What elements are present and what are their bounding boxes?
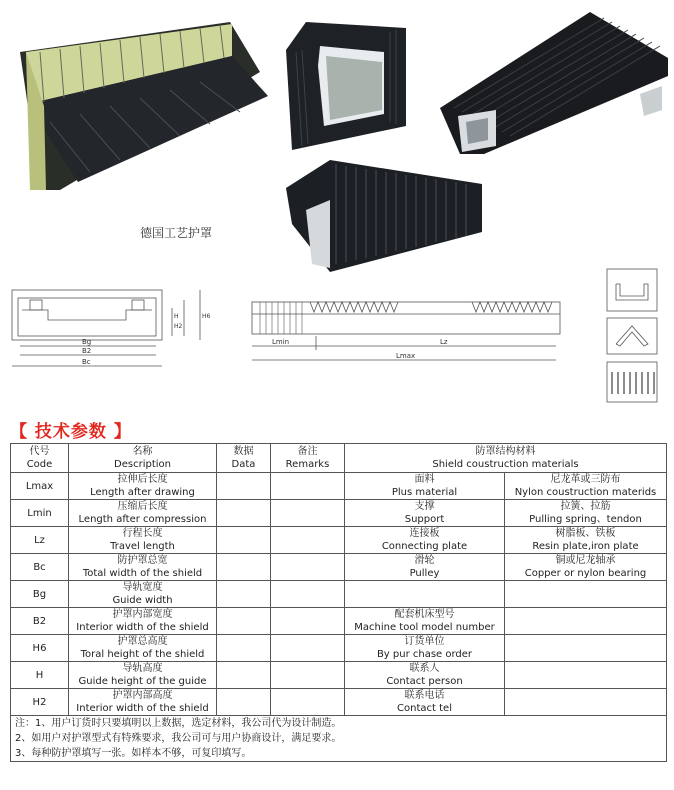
header-remarks: 备注 Remarks <box>271 444 345 473</box>
table-row: Bg 导轨宽度 Guide width <box>11 581 667 608</box>
header-data: 数据 Data <box>217 444 271 473</box>
remarks-cell[interactable] <box>271 689 345 716</box>
table-row: Bc 防护罩总宽 Total width of the shield 滑轮 Pulley 铜或尼龙轴承 Copper or nylon bearing <box>11 554 667 581</box>
input-cell[interactable] <box>505 662 667 689</box>
photo-long-bellows-green-frame <box>20 22 272 190</box>
remarks-cell[interactable] <box>271 527 345 554</box>
label-lmin: Lmin <box>272 338 290 346</box>
header-description: 名称 Description <box>69 444 217 473</box>
notes-row <box>11 716 667 762</box>
remarks-cell[interactable] <box>271 635 345 662</box>
photo-square-bellows <box>286 22 406 150</box>
photo-caption: 德国工艺护罩 <box>140 226 213 240</box>
photo-long-black-bellows <box>440 12 668 154</box>
note-1: 注：1、用户订货时只要填明以上数据，选定材料，我公司代为设计制造。 <box>15 718 342 729</box>
label-h6: H6 <box>202 313 211 320</box>
table-row: Lmax 拉伸后长度 Length after drawing 面料 Plus material 尼龙革或三防布 Nylon coustruction materids <box>11 473 667 500</box>
label-h: H <box>174 313 179 320</box>
label-lmax: Lmax <box>396 352 416 360</box>
table-row: B2 护罩内部宽度 Interior width of the shield 配套机床型号 Machine tool model number <box>11 608 667 635</box>
data-cell[interactable] <box>217 581 271 608</box>
note-2: 2、如用户对护罩型式有特殊要求，我公司可与用户协商设计，满足要求。 <box>15 733 342 744</box>
label-bg: Bg <box>82 338 92 346</box>
remarks-cell[interactable] <box>271 473 345 500</box>
label-h2: H2 <box>174 323 183 330</box>
table-row: H 导轨高度 Guide height of the guide 联系人 Contact person <box>11 662 667 689</box>
header-code: 代号 Code <box>11 444 69 473</box>
length-profile-drawing <box>250 292 564 370</box>
tech-params-title: 【 技术参数 】 <box>10 422 132 442</box>
table-row: H2 护罩内部高度 Interior width of the shield 联系电话 Contact tel <box>11 689 667 716</box>
data-cell[interactable] <box>217 500 271 527</box>
remarks-cell[interactable] <box>271 500 345 527</box>
label-b2: B2 <box>82 347 92 355</box>
notes <box>11 716 667 762</box>
data-cell[interactable] <box>217 689 271 716</box>
data-cell[interactable] <box>217 527 271 554</box>
table-row: Lmin 压缩后长度 Length after compression 支撑 Support 拉簧、拉筋 Pulling spring、tendon <box>11 500 667 527</box>
data-cell[interactable] <box>217 473 271 500</box>
table-row: Lz 行程长度 Travel length 连接板 Connecting plate 树脂板、铁板 Resin plate,iron plate <box>11 527 667 554</box>
note-3: 3、每种防护罩填写一张。如样本不够，可复印填写。 <box>15 748 252 759</box>
spec-table <box>10 443 667 762</box>
photo-flat-bellows <box>286 160 482 272</box>
bellows-profile-icons <box>606 268 658 404</box>
data-cell[interactable] <box>217 608 271 635</box>
label-bc: Bc <box>82 358 91 366</box>
remarks-cell[interactable] <box>271 662 345 689</box>
remarks-cell[interactable] <box>271 581 345 608</box>
table-header-row <box>11 444 667 473</box>
table-row: H6 护罩总高度 Toral height of the shield 订货单位 By pur chase order <box>11 635 667 662</box>
cross-section-drawing <box>8 286 218 380</box>
remarks-cell[interactable] <box>271 608 345 635</box>
data-cell[interactable] <box>217 635 271 662</box>
header-materials: 防罩结构材料 Shield coustruction materials <box>345 444 667 473</box>
input-cell[interactable] <box>505 608 667 635</box>
label-lz: Lz <box>440 338 448 346</box>
data-cell[interactable] <box>217 662 271 689</box>
remarks-cell[interactable] <box>271 554 345 581</box>
input-cell[interactable] <box>505 635 667 662</box>
data-cell[interactable] <box>217 554 271 581</box>
input-cell[interactable] <box>505 689 667 716</box>
